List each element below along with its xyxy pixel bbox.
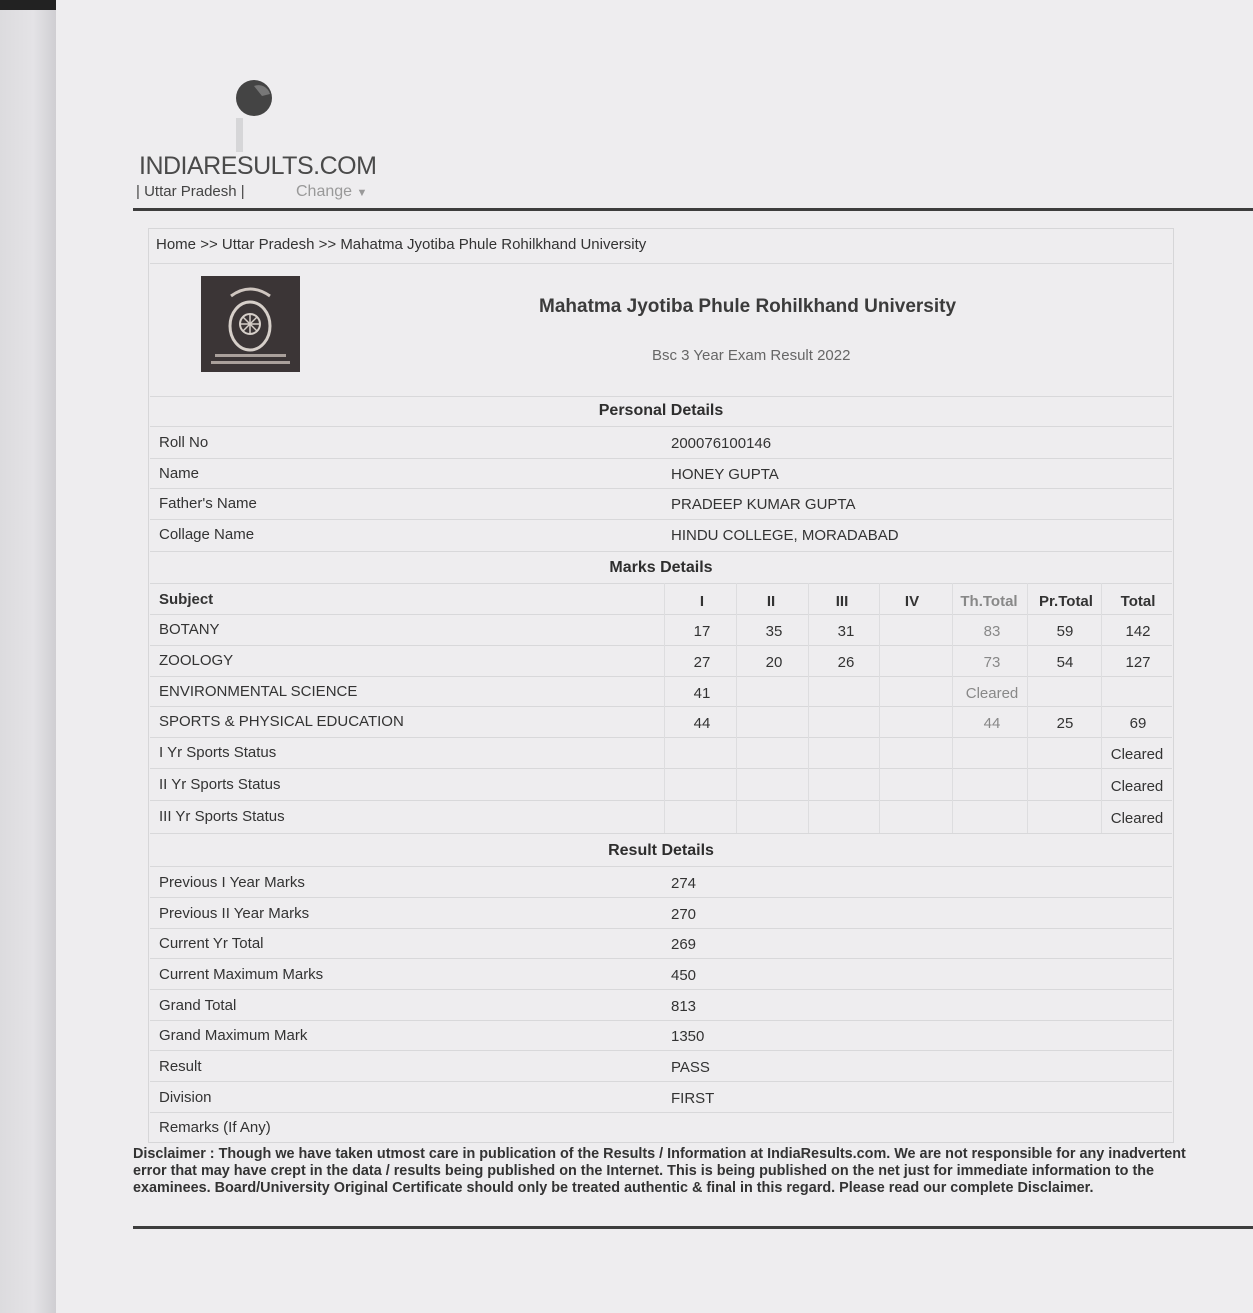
table-cell: 83 [983, 623, 1001, 640]
father-name-value: PRADEEP KUMAR GUPTA [671, 496, 856, 513]
column-divider [1027, 583, 1028, 833]
table-cell: Cleared [1110, 746, 1164, 763]
row-divider [150, 676, 1172, 677]
table-cell: 35 [765, 623, 783, 640]
row-divider [150, 768, 1172, 769]
row-divider [150, 958, 1172, 959]
university-crest-icon [201, 276, 300, 372]
row-divider [150, 989, 1172, 990]
col-th-total-header: Th.Total [960, 593, 1018, 610]
prev-year1-value: 274 [671, 875, 697, 892]
row-divider [150, 458, 1172, 459]
table-cell: 17 [693, 623, 711, 640]
header-divider [133, 208, 1253, 211]
footer-divider [133, 1226, 1253, 1229]
prev-year2-value: 270 [671, 906, 697, 923]
column-divider [664, 583, 665, 833]
row-divider [150, 426, 1172, 427]
breadcrumb-home[interactable]: Home [156, 236, 197, 253]
indiaresults-logo-icon [232, 76, 282, 156]
table-cell: 142 [1125, 623, 1151, 640]
row-divider [150, 1112, 1172, 1113]
breadcrumb [156, 236, 646, 253]
table-cell: 69 [1129, 715, 1147, 732]
row-divider [150, 488, 1172, 489]
row-divider [150, 263, 1172, 264]
state-label: | Uttar Pradesh | [136, 183, 245, 200]
change-label: Change [296, 183, 353, 200]
table-cell: 59 [1056, 623, 1074, 640]
breadcrumb-state[interactable]: Uttar Pradesh [221, 236, 315, 253]
chevron-down-icon: ▼ [356, 187, 368, 199]
father-name-label: Father's Name [159, 495, 257, 512]
row-divider [150, 614, 1172, 615]
grand-total-label: Grand Total [159, 997, 237, 1014]
breadcrumb-separator: >> [200, 236, 218, 253]
table-cell: Cleared [1110, 810, 1164, 827]
row-divider [150, 737, 1172, 738]
row-divider [150, 645, 1172, 646]
row-divider [150, 866, 1172, 867]
table-cell: 41 [693, 685, 711, 702]
table-cell: 44 [693, 715, 711, 732]
row-divider [150, 1081, 1172, 1082]
table-row-subject: BOTANY [159, 621, 220, 638]
row-divider [150, 1020, 1172, 1021]
table-cell: 73 [983, 654, 1001, 671]
grand-max-value: 1350 [671, 1028, 705, 1045]
prev-year1-label: Previous I Year Marks [159, 874, 305, 891]
col-iv-header: IV [904, 593, 920, 610]
division-value: FIRST [671, 1090, 715, 1107]
site-brand[interactable]: INDIARESULTS.COM [139, 152, 377, 180]
column-divider [808, 583, 809, 833]
col-ii-header: II [766, 593, 776, 610]
remarks-label: Remarks (If Any) [159, 1119, 271, 1136]
roll-no-value: 200076100146 [671, 435, 772, 452]
result-details-heading: Result Details [608, 842, 714, 859]
col-total-header: Total [1120, 593, 1156, 610]
row-divider [150, 583, 1172, 584]
table-cell: 20 [765, 654, 783, 671]
current-max-label: Current Maximum Marks [159, 966, 324, 983]
column-divider [736, 583, 737, 833]
personal-details-heading: Personal Details [598, 402, 724, 419]
table-cell: Cleared [1110, 778, 1164, 795]
marks-details-heading: Marks Details [609, 559, 713, 576]
college-name-label: Collage Name [159, 526, 255, 543]
column-divider [1101, 583, 1102, 833]
breadcrumb-separator: >> [318, 236, 337, 253]
disclaimer-text: Disclaimer : Though we have taken utmost care in publication of the Results / Information at IndiaResults.com. We are not responsible for any inadvertent error that may have crept in the data / results being published on the Internet. This is being published on the net just for immediate information to the examinees. Board/University Original Certificate should only be treated authentic & final in this regard. Please read our complete Disclaimer. [133, 1146, 1186, 1196]
grand-max-label: Grand Maximum Mark [159, 1027, 308, 1044]
breadcrumb-university[interactable]: Mahatma Jyotiba Phule Rohilkhand University [340, 236, 647, 253]
row-divider [150, 396, 1172, 397]
scan-top-strip [0, 0, 56, 10]
col-i-header: I [699, 593, 705, 610]
university-name: Mahatma Jyotiba Phule Rohilkhand University [539, 296, 957, 317]
col-iii-header: III [835, 593, 849, 610]
result-value: PASS [671, 1059, 710, 1076]
col-subject-header: Subject [159, 591, 214, 608]
prev-year2-label: Previous II Year Marks [159, 905, 310, 922]
roll-no-label: Roll No [159, 434, 209, 451]
table-cell: 44 [983, 715, 1001, 732]
row-divider [150, 928, 1172, 929]
result-label: Result [159, 1058, 202, 1075]
table-cell: 54 [1056, 654, 1074, 671]
name-label: Name [159, 465, 200, 482]
scan-left-edge [0, 0, 56, 1313]
current-total-value: 269 [671, 936, 697, 953]
table-row-subject: I Yr Sports Status [159, 744, 277, 761]
table-row-subject: II Yr Sports Status [159, 776, 281, 793]
column-divider [879, 583, 880, 833]
current-max-value: 450 [671, 967, 697, 984]
row-divider [150, 519, 1172, 520]
row-divider [150, 1050, 1172, 1051]
table-cell: 26 [837, 654, 855, 671]
row-divider [150, 706, 1172, 707]
col-pr-total-header: Pr.Total [1039, 593, 1093, 610]
table-cell: 127 [1125, 654, 1151, 671]
row-divider [150, 897, 1172, 898]
grand-total-value: 813 [671, 998, 697, 1015]
table-cell: 25 [1056, 715, 1074, 732]
name-value: HONEY GUPTA [671, 466, 779, 483]
row-divider [150, 800, 1172, 801]
row-divider [150, 833, 1172, 834]
table-cell: 27 [693, 654, 711, 671]
current-total-label: Current Yr Total [159, 935, 264, 952]
row-divider [150, 551, 1172, 552]
table-cell: 31 [837, 623, 855, 640]
table-cell: Cleared [965, 685, 1019, 702]
table-row-subject: ZOOLOGY [159, 652, 234, 669]
college-name-value: HINDU COLLEGE, MORADABAD [671, 527, 899, 544]
division-label: Division [159, 1089, 212, 1106]
table-row-subject: III Yr Sports Status [159, 808, 285, 825]
table-row-subject: SPORTS & PHYSICAL EDUCATION [159, 713, 404, 730]
column-divider [952, 583, 953, 833]
change-state-link[interactable] [296, 183, 367, 201]
exam-title: Bsc 3 Year Exam Result 2022 [652, 347, 851, 364]
table-row-subject: ENVIRONMENTAL SCIENCE [159, 683, 358, 700]
